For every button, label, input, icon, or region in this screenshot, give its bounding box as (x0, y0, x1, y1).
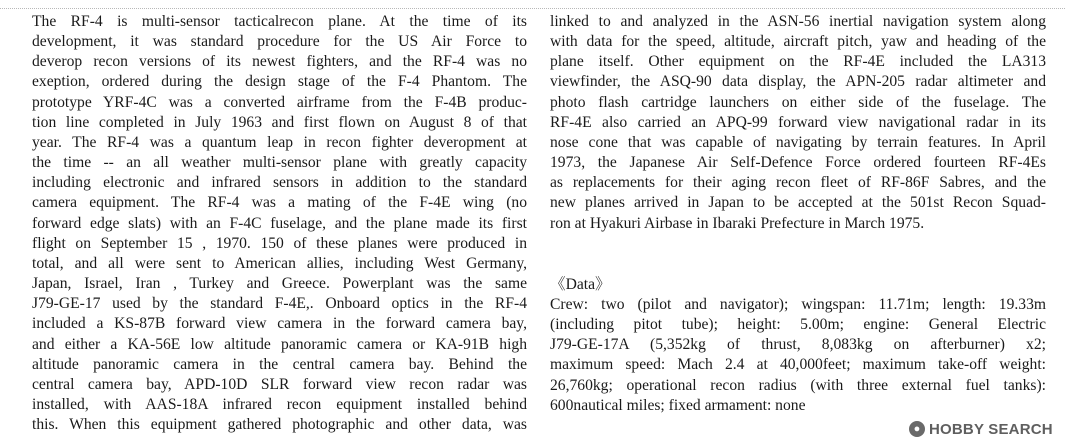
watermark-text: HOBBY SEARCH (929, 420, 1053, 438)
paragraph-line: with data for the speed, altitude, aircraft pitch, yaw and heading of the (550, 33, 1046, 51)
paragraph-line: J79-GE-17 used by the standard F-4E,. Onboard optics in the RF-4 (32, 295, 527, 313)
paragraph-line: The RF-4 is multi-sensor tacticalrecon plane. At the time of its (32, 13, 527, 30)
paragraph-line: installed, with AAS-18A infrared recon equipment installed behind (32, 395, 527, 413)
hobby-search-logo-icon: ● (909, 421, 925, 437)
paragraph-line: including electronic and infrared sensors in addition to the standard (32, 174, 527, 192)
paragraph-line: as replacements for their aging recon fleet of RF-86F Sabres, and the (550, 174, 1046, 192)
paragraph-line: deverop recon versions of its newest fighters, and the RF-4 was no (32, 53, 527, 71)
data-line: maximum speed: Mach 2.4 at 40,000feet; maximum take-off weight: (550, 356, 1046, 374)
paragraph-line: Japan, Israel, Iran , Turkey and Greece. Powerplant was the same (32, 275, 527, 293)
paragraph-line: development, it was standard procedure for the US Air Force to (32, 33, 527, 51)
paragraph-line: included a KS-87B forward view camera in the forward camera bay, (32, 315, 527, 333)
paragraph-line: new planes arrived in Japan to be accepted at the 501st Recon Squad- (550, 194, 1046, 212)
data-line: 600nautical miles; fixed armament: none (550, 396, 806, 414)
paragraph-line: year. The RF-4 was a quantum leap in recon fighter deveropment at (32, 133, 527, 151)
paragraph-line: tion line completed in July 1963 and first flown on August 8 of that (32, 113, 527, 131)
paragraph-line: linked to and analyzed in the ASN-56 inertial navigation system along (550, 13, 1046, 30)
paragraph-line: photo flash cartridge launchers on either side of the fuselage. The (550, 93, 1046, 111)
paragraph-line: this. When this equipment gathered photographic and other data, was (32, 416, 527, 434)
watermark (909, 419, 1053, 439)
paragraph-line: forward edge slats) with an F-4C fuselage, and the plane made its first (32, 214, 527, 232)
section-gap (550, 234, 1046, 275)
paragraph-line: central camera bay, APD-10D SLR forward view recon radar was (32, 375, 527, 393)
paragraph-line: viewfinder, the ASQ-90 data display, the APN-205 radar altimeter and (550, 73, 1046, 91)
paragraph-line: the time -- an all weather multi-sensor plane with greatly capacity (32, 154, 527, 172)
paragraph-line: exeption, ordered during the design stage of the F-4 Phantom. The (32, 73, 527, 91)
left-column (32, 12, 527, 435)
paragraph-line: ron at Hyakuri Airbase in Ibaraki Prefecture in March 1975. (550, 214, 925, 232)
paragraph-line: 1973, the Japanese Air Self-Defence Force ordered fourteen RF-4Es (550, 154, 1046, 172)
top-border (0, 8, 1065, 9)
paragraph-line: and either a KA-56E low altitude panoramic camera or KA-91B high (32, 335, 527, 353)
paragraph-line: altitude panoramic camera in the central camera bay. Behind the (32, 355, 527, 373)
paragraph-line: prototype YRF-4C was a converted airframe from the F-4B produc- (32, 93, 527, 111)
paragraph-line: flight on September 15 , 1970. 150 of these planes were produced in (32, 234, 527, 252)
paragraph-line: RF-4E also carried an APQ-99 forward view navigational radar in its (550, 113, 1046, 131)
paragraph-line: total, and all were sent to American allies, including West Germany, (32, 254, 527, 272)
data-line: J79-GE-17A (5,352kg of thrust, 8,083kg on afterburner) x2; (550, 336, 1046, 354)
data-line: Crew: two (pilot and navigator); wingspan: 11.71m; length: 19.33m (550, 295, 1046, 313)
data-line: (including pitot tube); height: 5.00m; engine: General Electric (550, 316, 1046, 334)
paragraph-line: camera equipment. The RF-4 was a mating of the F-4E wing (no (32, 194, 527, 212)
paragraph-line: plane itself. Other equipment on the RF-4E included the LA313 (550, 53, 1046, 71)
paragraph-line: nose cone that was capable of navigating by terrain features. In April (550, 133, 1046, 151)
data-heading: 《Data》 (550, 275, 611, 293)
data-line: 26,760kg; operational recon radius (with three external fuel tanks): (550, 376, 1046, 394)
right-column (550, 12, 1046, 416)
